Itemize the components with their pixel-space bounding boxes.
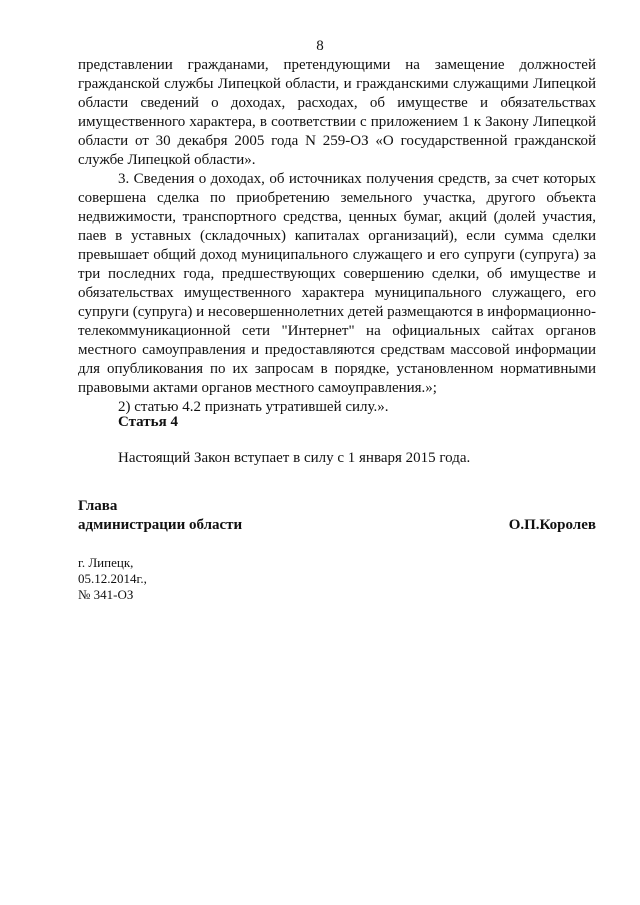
signatory-name: О.П.Королев <box>508 517 596 533</box>
paragraph-item-2: 2) статью 4.2 признать утратившей силу.». <box>118 399 389 415</box>
paragraph-continuation: представлении гражданами, претендующими на замещение должностей гражданской службы Липецкой области, и гражданскими служащими Липецкой области сведений о доходах, расходах, об имуществе и обязательствах имущественного характера, в соответствии с приложением 1 к Закону Липецкой области от 30 декабря 2005 года N 259-ОЗ «О государственной гражданской службе Липецкой области». <box>78 57 596 168</box>
law-number: № 341-ОЗ <box>78 587 134 602</box>
article-heading: Статья 4 <box>118 414 178 430</box>
signature-row <box>78 516 596 535</box>
signatory-title-line2: администрации области <box>78 517 243 533</box>
paragraph-item-3: 3. Сведения о доходах, об источниках получения средств, за счет которых совершена сделка по приобретению земельного участка, другого объекта недвижимости, транспортного средства, ценных бумаг, акций (долей участия, паев в уставных (складочных) капиталах организаций), если сумма сделки превышает общий доход муниципального служащего и его супруги (супруга) за три последних года, предшествующих совершению сделки, об имуществе и обязательствах имущественного характера муниципального служащего, его супруги (супруга) и несовершеннолетних детей размещаются в информационно-телекоммуникационной сети "Интернет" на официальных сайтах органов местного самоуправления и предоставляются средствам массовой информации для опубликования по их запросам в порядке, установленном нормативными правовыми актами органов местного самоуправления.»; <box>78 171 596 396</box>
date: 05.12.2014г., <box>78 571 147 586</box>
signature-block <box>78 497 596 535</box>
place: г. Липецк, <box>78 555 134 570</box>
article-text: Настоящий Закон вступает в силу с 1 января 2015 года. <box>118 450 471 466</box>
page-number: 8 <box>316 38 324 54</box>
document-body <box>78 56 596 417</box>
signatory-title-line1: Глава <box>78 498 118 514</box>
place-date-block <box>78 555 147 603</box>
